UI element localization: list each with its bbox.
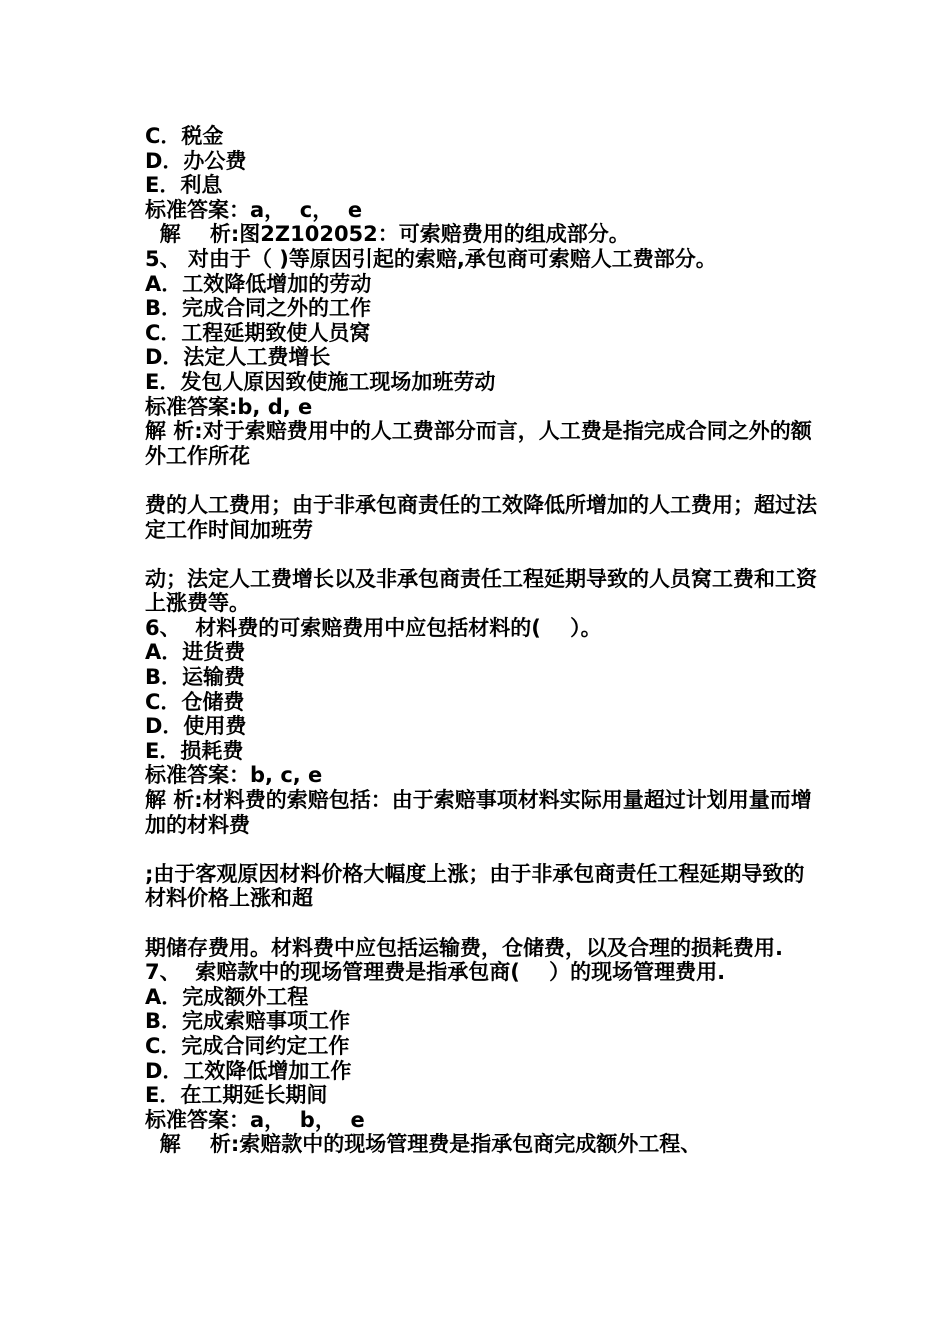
question-text: 6、 材料费的可索赔费用中应包括材料的( ）。 (145, 615, 602, 640)
question-4-block (145, 124, 825, 247)
option-a: A．工效降低增加的劳动 (145, 271, 372, 296)
option-e: E．在工期延长期间 (145, 1083, 328, 1108)
analysis-part-1: 解 析:材料费的索赔包括：由于索赔事项材料实际用量超过计划用量而增加的材料费 (145, 788, 812, 837)
option-d: D．办公费 (145, 148, 247, 173)
question-5-block (145, 247, 825, 616)
option-d: D．法定人工费增长 (145, 345, 331, 370)
option-c: C．仓储费 (145, 689, 245, 714)
option-e: E．利息 (145, 173, 223, 198)
option-a: A．完成额外工程 (145, 984, 309, 1009)
analysis-part-1: 解 析:对于索赔费用中的人工费部分而言，人工费是指完成合同之外的额外工作所花 (145, 419, 812, 468)
option-d: D．工效降低增加工作 (145, 1058, 352, 1083)
option-c: C．税金 (145, 124, 224, 148)
paragraph-gap (145, 911, 825, 936)
analysis: 解 析:图2Z102052：可索赔费用的组成部分。 (145, 222, 630, 247)
option-b: B．运输费 (145, 665, 246, 690)
option-b: B．完成索赔事项工作 (145, 1009, 351, 1034)
paragraph-gap (145, 837, 825, 862)
option-c: C．工程延期致使人员窝 (145, 320, 371, 345)
analysis-part-2: 费的人工费用；由于非承包商责任的工效降低所增加的人工费用；超过法定工作时间加班劳 (145, 492, 817, 542)
analysis: 解 析:索赔款中的现场管理费是指承包商完成额外工程、 (145, 1132, 702, 1157)
question-text: 7、 索赔款中的现场管理费是指承包商( ）的现场管理费用. (145, 960, 726, 985)
question-7-block (145, 960, 825, 1157)
standard-answer: 标准答案:b, d, e (145, 394, 313, 419)
paragraph-gap (145, 542, 825, 567)
option-e: E．损耗费 (145, 738, 244, 763)
standard-answer: 标准答案：a， b， e (145, 1107, 365, 1132)
standard-answer: 标准答案：b, c, e (145, 763, 323, 788)
option-c: C．完成合同约定工作 (145, 1033, 350, 1058)
option-a: A．进货费 (145, 640, 246, 665)
document-page (145, 124, 825, 1157)
option-e: E．发包人原因致使施工现场加班劳动 (145, 369, 496, 394)
analysis-part-3: 期储存费用。材料费中应包括运输费，仓储费，以及合理的损耗费用. (145, 935, 783, 960)
analysis-part-3: 动；法定人工费增长以及非承包商责任工程延期导致的人员窝工费和工资上涨费等。 (145, 566, 817, 616)
option-d: D．使用费 (145, 714, 247, 739)
question-6-block (145, 616, 825, 960)
question-text: 5、 对由于（ )等原因引起的索赔,承包商可索赔人工费部分。 (145, 246, 717, 271)
standard-answer: 标准答案：a， c， e (145, 197, 363, 222)
paragraph-gap (145, 468, 825, 493)
analysis-part-2: ;由于客观原因材料价格大幅度上涨；由于非承包商责任工程延期导致的材料价格上涨和超 (145, 861, 805, 911)
option-b: B．完成合同之外的工作 (145, 296, 372, 321)
